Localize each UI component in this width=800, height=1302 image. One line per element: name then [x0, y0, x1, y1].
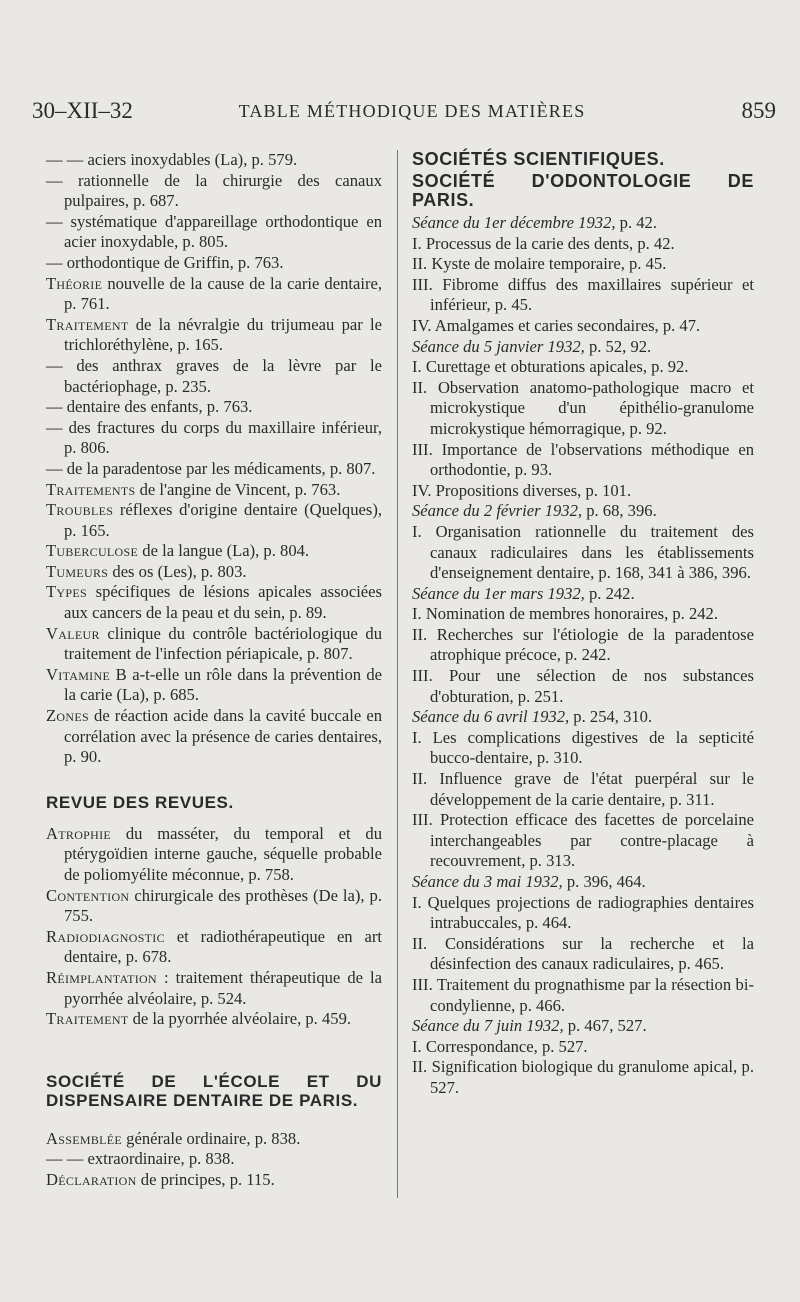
entry-text: — orthodontique de Griffin, p. 763. [46, 252, 284, 272]
seance-item: II. Influence grave de l'état puerpéral sur le développement de la carie dentaire, p. 311. [412, 769, 754, 809]
seance-pages: p. 396, 464. [562, 872, 646, 891]
seance-item: I. Curettage et obturations apicales, p. 92. [412, 357, 689, 377]
entry-text: des os (Les), p. 803. [108, 561, 247, 581]
entry-text: : traitement thérapeutique de la pyorrhée alvéolaire, p. 524. [64, 967, 382, 1008]
seance-pages: p. 68, 396. [582, 501, 657, 521]
entry-text: réflexes d'origine dentaire (Quelques), p. 165. [64, 500, 382, 540]
seance-item: II. Recherches sur l'étiologie de la paradentose atrophique précoce, p. 242. [412, 624, 754, 665]
index-entry [46, 500, 382, 541]
entry-term: Contention [46, 885, 130, 905]
index-entry [46, 968, 382, 1009]
entry-text: de la névralgie du trijumeau par le trichloréthylène, p. 165. [64, 314, 382, 355]
seance-item: I. Nomination de membres honoraires, p. 242. [412, 604, 718, 624]
index-entry [46, 397, 382, 418]
entry-term: Tumeurs [46, 561, 109, 581]
seance-title: Séance du 2 février 1932, [412, 501, 583, 521]
seance-title: Séance du 5 janvier 1932, [412, 336, 585, 356]
seance-title: Séance du 7 juin 1932, [412, 1016, 564, 1036]
index-entry [46, 459, 382, 480]
entry-text: du masséter, du temporal et du ptérygoïdien interne gauche, séquelle probable de poliomyélite méconnue, p. 758. [64, 823, 382, 884]
index-entry [46, 274, 382, 315]
entry-text: de réaction acide dans la cavité buccale en corrélation avec la présence de caries dentaires, p. 90. [64, 706, 382, 767]
index-entry [46, 706, 382, 768]
header-date: 30–XII–32 [32, 98, 133, 123]
seance-title: Séance du 3 mai 1932, [412, 872, 563, 891]
index-entry [46, 562, 382, 583]
entry-text: spécifiques de lésions apicales associées aux cancers de la peau et du sein, p. 89. [64, 582, 382, 623]
entry-term: Traitement [46, 1009, 129, 1029]
entry-term: Radiodiagnostic [46, 926, 165, 946]
entry-text: — dentaire des enfants, p. 763. [46, 397, 253, 417]
column-divider [397, 150, 398, 1198]
index-entry [46, 171, 382, 212]
seance-item: III. Traitement du prognathisme par la résection bi-condylienne, p. 466. [412, 974, 754, 1015]
index-entry [46, 315, 382, 356]
seance-item: IV. Propositions diverses, p. 101. [412, 480, 632, 500]
seance-item: I. Correspondance, p. 527. [412, 1036, 588, 1056]
seance-item: I. Organisation rationnelle du traitement des canaux radiculaires dans les établissements d'enseignement dentaire, p. 168, 341 à 386, 396. [412, 521, 754, 583]
section-heading-revue: REVUE DES REVUES. [46, 792, 234, 812]
page-number: 859 [741, 98, 776, 123]
seance-item: III. Pour une sélection de nos substances d'obturation, p. 251. [412, 666, 754, 706]
seance-item: II. Observation anatomo-pathologique macro et microkystique d'un épithélio-granulome microkystique hémorragique, p. 92. [412, 377, 754, 438]
index-entry [46, 1009, 382, 1030]
seance-title: Séance du 6 avril 1932, [412, 707, 570, 727]
index-entry [46, 927, 382, 968]
seance-item: I. Quelques projections de radiographies dentaires intrabuccales, p. 464. [412, 892, 754, 933]
index-entry [46, 1170, 382, 1191]
running-header [32, 98, 776, 128]
entry-term: Zones [46, 706, 89, 726]
index-entry [46, 418, 382, 459]
entry-text: de la pyorrhée alvéolaire, p. 459. [128, 1009, 352, 1029]
revue-entries [46, 824, 382, 1030]
seance-date [412, 707, 754, 728]
seance-item: III. Protection efficace des facettes de porcelaine interchangeables par contre-placage à recouvrement, p. 313. [412, 810, 754, 871]
index-entry [46, 1149, 382, 1170]
seance-item: II. Kyste de molaire temporaire, p. 45. [412, 254, 667, 274]
seance-item: II. Considérations sur la recherche et la désinfection des canaux radiculaires, p. 465. [412, 933, 754, 974]
index-entry [46, 541, 382, 562]
entry-text: a-t-elle un rôle dans la prévention de la carie (La), p. 685. [64, 664, 382, 705]
entry-term: Théorie [46, 273, 103, 293]
seance-date [412, 501, 754, 522]
section-heading-odontologie: SOCIÉTÉ D'ODONTOLOGIE DE PARIS. [412, 171, 754, 210]
seance-date [412, 584, 754, 605]
seance-item: III. Fibrome diffus des maxillaires supérieur et inférieur, p. 45. [412, 274, 754, 315]
index-entry [46, 665, 382, 706]
seance-title: Séance du 1er mars 1932, [412, 583, 585, 603]
index-entry [46, 582, 382, 623]
seance-date [412, 213, 754, 234]
seance-date [412, 337, 754, 358]
section-heading-societes: SOCIÉTÉS SCIENTIFIQUES. [412, 149, 665, 169]
entry-text: nouvelle de la cause de la carie dentaire, p. 761. [64, 273, 382, 314]
index-entry [46, 212, 382, 253]
entry-term: Traitements [46, 479, 136, 499]
entry-term: Traitement [46, 314, 129, 334]
entry-term: Troubles [46, 500, 114, 520]
entry-text: et radiothérapeutique en art dentaire, p. 678. [64, 926, 382, 967]
seance-pages: p. 467, 527. [563, 1016, 647, 1036]
entry-text: clinique du contrôle bactériologique du traitement de l'infection périapicale, p. 807. [64, 623, 382, 664]
index-entry [46, 624, 382, 665]
left-column [46, 150, 382, 1191]
entry-text: — — aciers inoxydables (La), p. 579. [46, 150, 298, 169]
seance-item: IV. Amalgames et caries secondaires, p. 47. [412, 315, 701, 335]
index-entry [46, 824, 382, 886]
entry-text: — rationnelle de la chirurgie des canaux pulpaires, p. 687. [46, 170, 382, 211]
seance-item: II. Signification biologique du granulome apical, p. 527. [412, 1057, 754, 1097]
entry-term: Types [46, 582, 87, 602]
entry-term: Tuberculose [46, 541, 139, 561]
entry-text: chirurgicale des prothèses (De la), p. 755. [64, 885, 382, 926]
entry-term: Réimplantation [46, 967, 157, 987]
seance-list [412, 213, 754, 1099]
seance-item: I. Processus de la carie des dents, p. 42. [412, 233, 675, 253]
seance-date [412, 1016, 754, 1037]
index-entry [46, 356, 382, 397]
entry-text: — de la paradentose par les médicaments, p. 807. [46, 458, 376, 478]
entry-text: de la langue (La), p. 804. [138, 541, 310, 561]
seance-pages: p. 52, 92. [584, 336, 652, 356]
index-entry [46, 253, 382, 274]
seance-date [412, 872, 754, 893]
seance-item: III. Importance de l'observations méthodique en orthodontie, p. 93. [412, 439, 754, 480]
seance-item: I. Les complications digestives de la septicité bucco-dentaire, p. 310. [412, 727, 754, 768]
seance-title: Séance du 1er décembre 1932, [412, 213, 616, 232]
entry-term: Vitamine B [46, 664, 127, 684]
index-entry [46, 150, 382, 171]
entry-term: Atrophie [46, 823, 112, 843]
entry-text: — des fractures du corps du maxillaire inférieur, p. 806. [46, 417, 382, 458]
entry-text: — des anthrax graves de la lèvre par le bactériophage, p. 235. [46, 355, 382, 396]
index-entry [46, 1129, 382, 1150]
index-entries [46, 150, 382, 768]
section-heading-ecole: SOCIÉTÉ DE L'ÉCOLE ET DU DISPENSAIRE DENTAIRE DE PARIS. [46, 1071, 382, 1110]
seance-pages: p. 242. [584, 583, 635, 603]
ecole-entries [46, 1129, 382, 1191]
entry-term: Valeur [46, 623, 100, 643]
seance-pages: p. 42. [615, 213, 657, 232]
entry-text: générale ordinaire, p. 838. [122, 1128, 301, 1148]
index-entry [46, 480, 382, 501]
entry-text: — — extraordinaire, p. 838. [46, 1149, 235, 1169]
entry-text: de principes, p. 115. [136, 1169, 275, 1189]
entry-term: Assemblée [46, 1128, 123, 1148]
entry-text: de l'angine de Vincent, p. 763. [135, 479, 341, 499]
seance-pages: p. 254, 310. [569, 707, 653, 727]
entry-text: — systématique d'appareillage orthodontique en acier inoxydable, p. 805. [46, 211, 382, 252]
index-entry [46, 886, 382, 927]
entry-term: Déclaration [46, 1169, 137, 1189]
header-title: TABLE MÉTHODIQUE DES MATIÈRES [238, 101, 586, 121]
right-column [412, 150, 754, 1099]
